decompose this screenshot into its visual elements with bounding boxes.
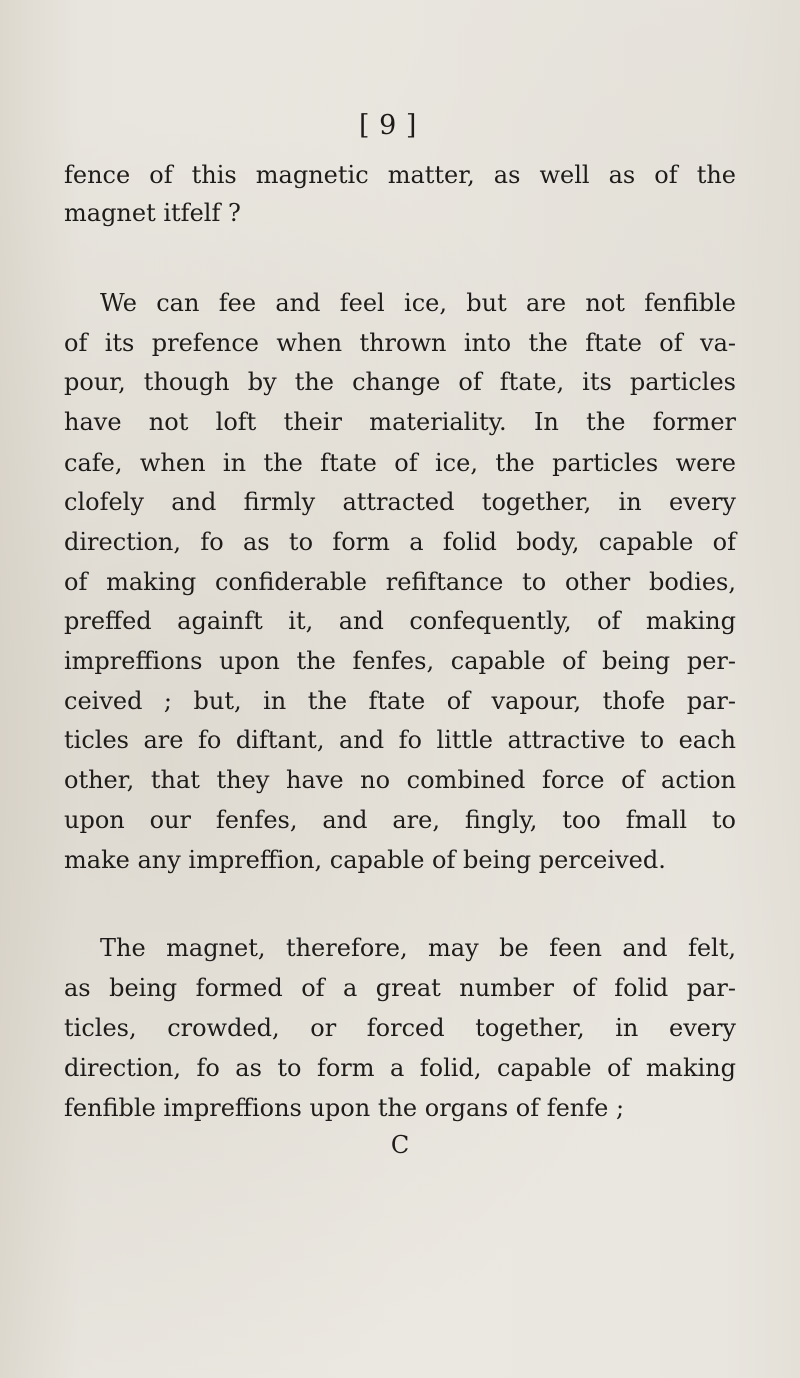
text-line: of making confiderable refiftance to other bodies, xyxy=(64,568,736,596)
text-line: make any impreffion, capable of being perceived. xyxy=(64,846,666,874)
text-line: direction, fo as to form a folid body, capable of xyxy=(64,528,736,556)
text-line: fence of this magnetic matter, as well as of the xyxy=(64,161,736,189)
text-line: have not loft their materiality. In the former xyxy=(64,408,736,436)
text-line: other, that they have no combined force of action xyxy=(64,766,736,794)
text-line: magnet itfelf ? xyxy=(64,199,241,227)
page-number: [ 9 ] xyxy=(359,110,417,141)
text-line: cafe, when in the ftate of ice, the particles were xyxy=(64,449,736,477)
text-line: as being formed of a great number of folid par- xyxy=(64,974,736,1002)
text-line: of its prefence when thrown into the ftate of va- xyxy=(64,329,736,357)
text-line: impreffions upon the fenfes, capable of being per- xyxy=(64,647,736,675)
text-line: preffed againft it, and confequently, of making xyxy=(64,607,736,635)
text-line: ticles, crowded, or forced together, in every xyxy=(64,1014,736,1042)
text-line: fenfible impreffions upon the organs of fenfe ; xyxy=(64,1094,625,1122)
text-line: ticles are fo diftant, and fo little attractive to each xyxy=(64,726,736,754)
text-line: upon our fenfes, and are, fingly, too fmall to xyxy=(64,806,736,834)
text-line: We can fee and feel ice, but are not fenfible xyxy=(100,289,736,317)
text-line: pour, though by the change of ftate, its particles xyxy=(64,368,736,396)
text-line: direction, fo as to form a folid, capable of making xyxy=(64,1054,736,1082)
text-line: clofely and firmly attracted together, in every xyxy=(64,488,736,516)
signature-mark: C xyxy=(390,1131,410,1159)
text-line: ceived ; but, in the ftate of vapour, thofe par- xyxy=(64,687,736,715)
text-line: The magnet, therefore, may be feen and felt, xyxy=(100,934,736,962)
